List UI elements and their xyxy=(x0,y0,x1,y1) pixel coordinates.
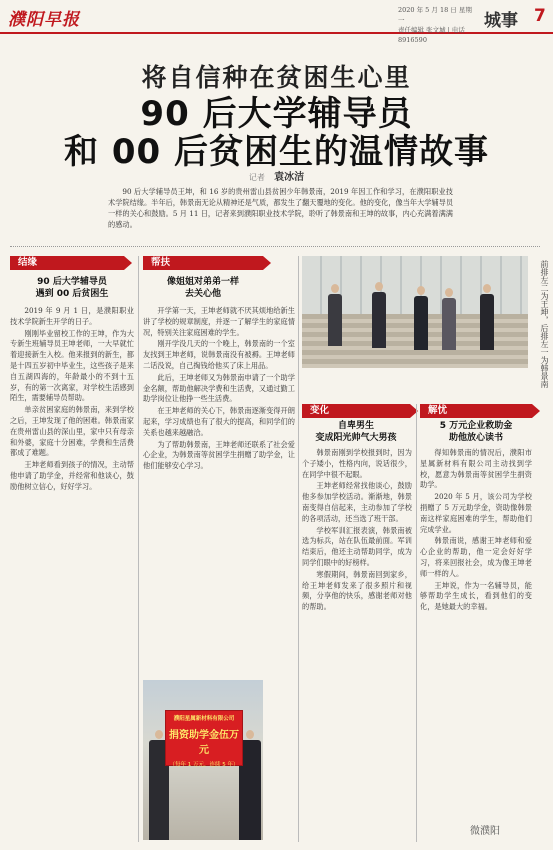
subhead-line: 变成阳光帅气大男孩 xyxy=(315,433,397,443)
article-kicker: 将自信种在贫困生心里 xyxy=(141,63,412,92)
subhead-line: 遇到 00 后贫困生 xyxy=(35,289,109,299)
person-figure xyxy=(480,294,494,350)
article-column xyxy=(420,448,532,820)
paragraph: 王坤老师看到孩子的情况，主动帮他申请了助学金，并经常和他谈心，鼓励他树立信心，好好学习。 xyxy=(10,460,134,491)
paragraph: 刚刚毕业留校工作的王坤，作为大专新生班辅导员王坤老师，一大早就忙着迎接新生入校。他来报到的新生，都是十四五岁初中毕业生，这些孩子是来自五湖四海的，年龄最小的不到十五岁，有的第一次离家，对学校生活感到陌生，需要辅导员帮助。 xyxy=(10,328,134,403)
wechat-watermark: 微濮阳 xyxy=(470,826,500,837)
byline-label: 记者 xyxy=(248,173,265,182)
section-subhead xyxy=(420,420,532,444)
section-subhead xyxy=(143,276,263,300)
issue-date: 2020 年 5 月 18 日 星期一 xyxy=(398,6,472,24)
headline-line-2: 和 00 后贫困生的温情故事 xyxy=(64,132,489,172)
person-figure xyxy=(328,294,342,346)
subhead-line: 5 万元企业救助金 xyxy=(439,421,513,431)
newspaper-logo: 濮阳早报 xyxy=(8,10,80,30)
paragraph: 2019 年 9 月 1 日，是濮阳职业技术学院新生开学的日子。 xyxy=(10,306,134,326)
paragraph: 韩景南刚到学校报到时，因为个子矮小，性格内向，说话很少，在同学中很不起眼。 xyxy=(302,448,412,479)
subhead-line: 助他放心读书 xyxy=(448,433,503,443)
paragraph: 韩景南说，感谢王坤老师和爱心企业的帮助，他一定会好好学习，将来回报社会，成为像王坤老师一样的人。 xyxy=(420,536,532,578)
article-column xyxy=(10,306,134,840)
paragraph: 刚开学没几天的一个晚上，韩景南的一个室友找到王坤老师，说韩景南没有被褥。王坤老师二话没说，自己掏钱给他买了床上用品。 xyxy=(143,339,295,370)
subhead-line: 90 后大学辅导员 xyxy=(37,277,107,287)
paragraph: 开学第一天，王坤老师就不厌其烦地给新生讲了学校的规章制度，并逐一了解学生的家庭情况，特别关注家庭困难的学生。 xyxy=(143,306,295,337)
paragraph: 单亲贫困家庭的韩景南，来到学校之后，王坤发现了他的困难。韩景南家在贵州雷山县的深山里，家中只有母亲和外婆，家庭十分困难，学费和生活费都成了难题。 xyxy=(10,405,134,458)
page-number: 7 xyxy=(534,6,546,26)
article-column xyxy=(302,448,412,840)
subhead-line: 自卑男生 xyxy=(337,421,374,431)
article-column xyxy=(143,306,295,676)
byline xyxy=(0,168,553,183)
person-figure xyxy=(372,292,386,348)
paragraph: 2020 年 5 月，该公司为学校捐赠了 5 万元助学金，资助像韩景南这样家庭困难的学生，帮助他们完成学业。 xyxy=(420,492,532,534)
divider xyxy=(10,246,540,250)
person-figure xyxy=(442,298,456,350)
issue-date-info xyxy=(398,5,478,45)
paragraph: 王坤老师经常找他谈心，鼓励他多参加学校活动。渐渐地，韩景南变得自信起来，主动参加了学校的各项活动，还当选了班干部。 xyxy=(302,481,412,523)
section-tag-bianhua: 变化 xyxy=(302,404,410,418)
section-tag-jieyuan: 结缘 xyxy=(10,256,124,270)
person-figure xyxy=(414,296,428,350)
lead-paragraph: 90 后大学辅导员王坤，和 16 岁的贵州雷山县贫困少年韩景南，2019 年因工作和学习，在濮阳职业技术学院结缘。半年后，韩景南无论从精神还是气质，都发生了翻天覆地的变化。他的变化，像当年大学辅导员一样的关心和鼓励。5 月 11 日，记者来到濮阳职业技术学院，聆听了韩景南和王坤的故事，内心充满着满满的感动。 xyxy=(108,187,454,229)
banner-note: （每年 1 万元，连续 5 年） xyxy=(169,762,239,768)
column-rule xyxy=(138,256,139,842)
banner-company: 濮阳星属新材料有限公司 xyxy=(173,716,235,722)
subhead-line: 像姐姐对弟弟一样 xyxy=(166,277,239,287)
section-tag-jieyou: 解忧 xyxy=(420,404,532,418)
paragraph: 在王坤老师的关心下，韩景南逐渐变得开朗起来，学习成绩也有了很大的提高，和同学们的关系也越来越融洽。 xyxy=(143,406,295,437)
masthead xyxy=(0,0,553,44)
editor-line: 责任编辑 张文城 | 电话 8916590 xyxy=(398,26,465,44)
section-subhead xyxy=(302,420,410,444)
paragraph: 得知韩景南的情况后，濮阳市星属新材料有限公司主动找到学校，愿意为韩景南等贫困学生捐资助学。 xyxy=(420,448,532,490)
column-rule xyxy=(416,404,417,842)
headline-line-1: 90 后大学辅导员 xyxy=(140,94,413,134)
section-tag-bangfu: 帮扶 xyxy=(143,256,263,270)
photo-caption-vertical: 前排左二为王坤，后排左一为韩景南 xyxy=(540,260,549,388)
column-rule xyxy=(298,256,299,842)
section-subhead xyxy=(10,276,134,300)
paragraph: 此后，王坤老师又为韩景南申请了一个助学金名额，帮助他解决学费和生活费，又通过勤工助学岗位让他挣一些生活费。 xyxy=(143,372,295,404)
paragraph: 学校军训汇报表演，韩景南被选为标兵，站在队伍最前面。军训结束后，他还主动帮助同学，成为同学们眼中的好榜样。 xyxy=(302,525,412,567)
paragraph: 为了帮助韩景南，王坤老师还联系了社会爱心企业，为韩景南等贫困学生捐赠了助学金，让他们能够安心学习。 xyxy=(143,439,295,471)
donation-photo xyxy=(143,680,263,840)
subhead-line: 去关心他 xyxy=(184,289,221,299)
paragraph: 王坤说，作为一名辅导员，能够帮助学生成长，看到他们的变化，是她最大的幸福。 xyxy=(420,580,532,612)
group-photo xyxy=(302,256,528,368)
banner-amount: 捐资助学金伍万元 xyxy=(169,730,239,756)
paragraph: 寒假期间，韩景南回到家乡，给王坤老师发来了很多照片和视频，分享他的快乐，感谢老师对他的帮助。 xyxy=(302,569,412,612)
byline-name: 袁冰洁 xyxy=(274,172,305,183)
section-name: 城事 xyxy=(484,11,518,31)
donation-banner xyxy=(165,710,243,766)
